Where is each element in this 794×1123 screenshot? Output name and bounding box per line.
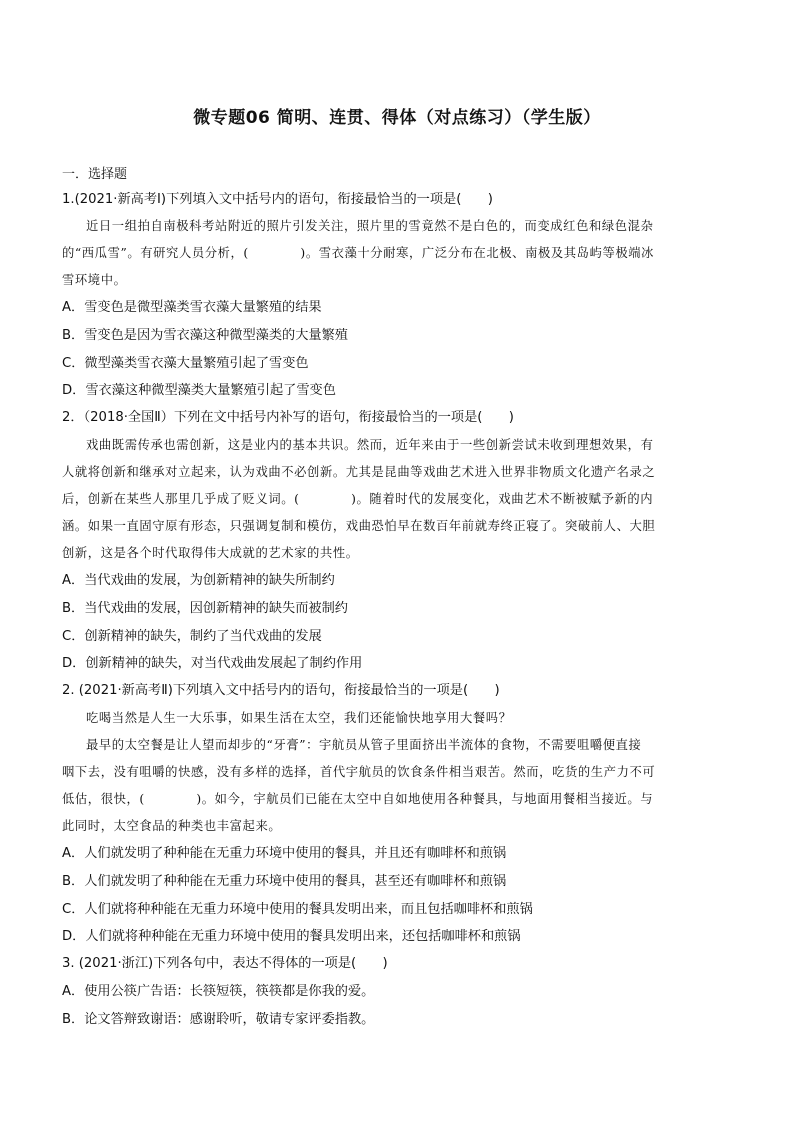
question-3-passage-line: 咽下去，没有咀嚼的快感，没有多样的选择，首代宇航员的饮食条件相当艰苦。然而，吃货的生产力不可 bbox=[62, 765, 656, 779]
question-1-option-b: B．雪变色是因为雪衣藻这种微型藻类的大量繁殖 bbox=[62, 328, 348, 343]
question-1-option-a: A．雪变色是微型藻类雪衣藻大量繁殖的结果 bbox=[62, 300, 322, 315]
question-1-option-c: C．微型藻类雪衣藻大量繁殖引起了雪变色 bbox=[62, 356, 309, 371]
question-1-passage-line: 的“西瓜雪”。有研究人员分析，( )。雪衣藻十分耐寒，广泛分布在北极、南极及其岛屿等极端冰 bbox=[62, 246, 655, 260]
question-2-option-d: D．创新精神的缺失，对当代戏曲发展起了制约作用 bbox=[62, 656, 363, 671]
question-2-passage-line: 后，创新在某些人那里几乎成了贬义词。( )。随着时代的发展变化，戏曲艺术不断被赋予新的内 bbox=[62, 492, 654, 506]
question-2-option-c: C．创新精神的缺失，制约了当代戏曲的发展 bbox=[62, 629, 322, 644]
question-1-passage-line: 雪环境中。 bbox=[62, 273, 127, 287]
question-3-option-a: A．人们就发明了种种能在无重力环境中使用的餐具，并且还有咖啡杯和煎锅 bbox=[62, 846, 507, 861]
question-3-passage-line: 最早的太空餐是让人望而却步的“牙膏”：宇航员从管子里面挤出半流体的食物，不需要咀嚼便直接 bbox=[86, 738, 642, 752]
question-2-option-b: B．当代戏曲的发展，因创新精神的缺失而被制约 bbox=[62, 601, 348, 616]
question-4-stem: 3. (2021·浙江)下列各句中，表达不得体的一项是( ) bbox=[62, 956, 388, 971]
question-2-option-a: A．当代戏曲的发展，为创新精神的缺失所制约 bbox=[62, 573, 335, 588]
question-3-option-b: B．人们就发明了种种能在无重力环境中使用的餐具，甚至还有咖啡杯和煎锅 bbox=[62, 874, 507, 889]
question-3-passage-line: 此同时，太空食品的种类也丰富起来。 bbox=[62, 819, 282, 833]
question-4-option-b: B．论文答辩致谢语：感谢聆听，敬请专家评委指教。 bbox=[62, 1012, 375, 1027]
question-1-passage-line: 近日一组拍自南极科考站附近的照片引发关注，照片里的雪竟然不是白色的，而变成红色和绿色混杂 bbox=[86, 219, 654, 233]
question-2-stem: 2．（2018·全国Ⅱ）下列在文中括号内补写的语句，衔接最恰当的一项是( ) bbox=[62, 410, 514, 425]
question-3-option-c: C．人们就将种种能在无重力环境中使用的餐具发明出来，而且包括咖啡杯和煎锅 bbox=[62, 902, 533, 917]
question-1-option-d: D．雪衣藻这种微型藻类大量繁殖引起了雪变色 bbox=[62, 383, 336, 398]
document-title: 微专题06 简明、连贯、得体（对点练习）（学生版） bbox=[193, 108, 601, 128]
question-4-option-a: A．使用公筷广告语：长筷短筷，筷筷都是你我的爱。 bbox=[62, 984, 375, 999]
question-1-stem: 1.(2021·新高考Ⅰ)下列填入文中括号内的语句，衔接最恰当的一项是( ) bbox=[62, 192, 493, 207]
question-3-passage-line: 低估，很快，( )。如今，宇航员们已能在太空中自如地使用各种餐具，与地面用餐相当接近。与 bbox=[62, 792, 654, 806]
question-2-passage-line: 涵。如果一直固守原有形态，只强调复制和模仿，戏曲恐怕早在数百年前就寿终正寝了。突破前人、大胆 bbox=[62, 519, 656, 533]
question-3-passage-line: 吃喝当然是人生一大乐事，如果生活在太空，我们还能愉快地享用大餐吗？ bbox=[86, 711, 512, 725]
question-2-passage-line: 戏曲既需传承也需创新，这是业内的基本共识。然而，近年来由于一些创新尝试未收到理想效果，有 bbox=[86, 438, 654, 452]
question-2-passage-line: 创新，这是各个时代取得伟大成就的艺术家的共性。 bbox=[62, 546, 359, 560]
section-heading: 一．选择题 bbox=[62, 167, 128, 182]
question-3-stem: 2. (2021·新高考Ⅱ)下列填入文中括号内的语句，衔接最恰当的一项是( ) bbox=[62, 683, 500, 698]
question-3-option-d: D．人们就将种种能在无重力环境中使用的餐具发明出来，还包括咖啡杯和煎锅 bbox=[62, 929, 521, 944]
question-2-passage-line: 人就将创新和继承对立起来，认为戏曲不必创新。尤其是昆曲等戏曲艺术进入世界非物质文化遗产名录之 bbox=[62, 465, 656, 479]
